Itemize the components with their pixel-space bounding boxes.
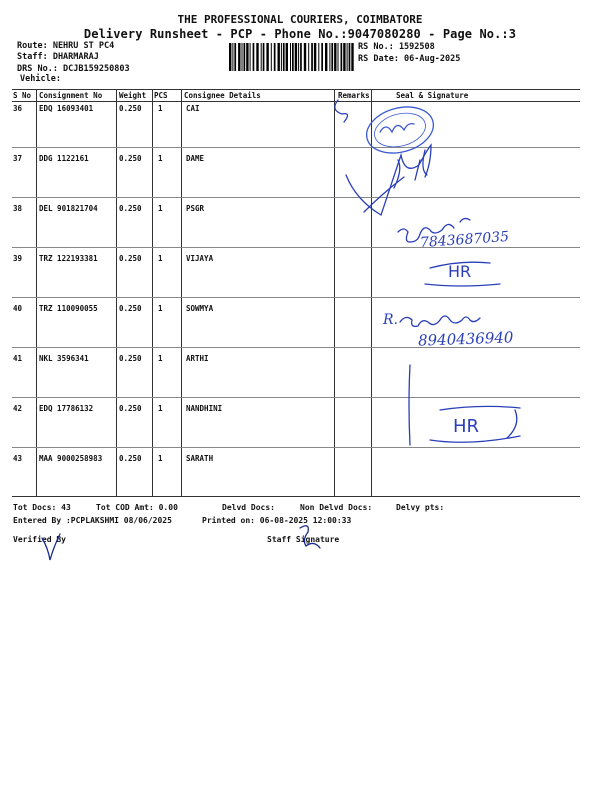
row-consignee: CAI bbox=[186, 104, 200, 113]
drs-number: DRS No.: DCJB159250803 bbox=[17, 64, 130, 74]
printed-on: Printed on: 06-08-2025 12:00:33 bbox=[202, 516, 352, 525]
row-consignee: SARATH bbox=[186, 454, 214, 463]
row-weight: 0.250 bbox=[119, 154, 142, 163]
row-divider bbox=[12, 197, 580, 198]
col-header-consignee: Consignee Details bbox=[184, 91, 261, 100]
row-consignee: PSGR bbox=[186, 204, 205, 213]
row-consignment-no: MAA 9000258983 bbox=[39, 454, 103, 463]
handwritten-initials: HR bbox=[448, 262, 472, 281]
row-divider bbox=[12, 247, 580, 248]
barcode-icon bbox=[229, 43, 354, 71]
row-sno: 38 bbox=[13, 204, 23, 213]
row-consignee: DAME bbox=[186, 154, 205, 163]
staff-signature-label: Staff Signature bbox=[267, 535, 340, 544]
col-divider bbox=[334, 89, 335, 496]
col-header-seal: Seal & Signature bbox=[396, 91, 469, 100]
row-consignment-no: NKL 3596341 bbox=[39, 354, 89, 363]
row-pcs: 1 bbox=[158, 304, 163, 313]
row-sno: 36 bbox=[13, 104, 23, 113]
row-sno: 42 bbox=[13, 404, 23, 413]
row-sno: 43 bbox=[13, 454, 23, 463]
handwritten-phone-1: 7843687035 bbox=[419, 228, 510, 252]
row-weight: 0.250 bbox=[119, 254, 142, 263]
delivery-points: Delvy pts: bbox=[396, 503, 445, 512]
row-divider bbox=[12, 147, 580, 148]
row-pcs: 1 bbox=[158, 354, 163, 363]
row-divider bbox=[12, 397, 580, 398]
row-divider bbox=[12, 447, 580, 448]
handwritten-phone-2: 8940436940 bbox=[417, 328, 514, 350]
total-docs: Tot Docs: 43 bbox=[13, 503, 71, 512]
vehicle-label: Vehicle: bbox=[20, 74, 61, 84]
row-sno: 40 bbox=[13, 304, 23, 313]
row-divider bbox=[12, 297, 580, 298]
row-pcs: 1 bbox=[158, 254, 163, 263]
row-consignment-no: DDG 1122161 bbox=[39, 154, 89, 163]
table-header-border bbox=[12, 101, 580, 102]
row-weight: 0.250 bbox=[119, 454, 142, 463]
row-weight: 0.250 bbox=[119, 404, 142, 413]
col-header-sno: S No bbox=[13, 91, 32, 100]
delivered-docs: Delvd Docs: bbox=[222, 503, 275, 512]
staff-label: Staff: DHARMARAJ bbox=[17, 52, 99, 62]
company-title: THE PROFESSIONAL COURIERS, COIMBATORE bbox=[177, 13, 423, 26]
row-pcs: 1 bbox=[158, 204, 163, 213]
col-divider bbox=[152, 89, 153, 496]
entered-by: Entered By :PCPLAKSHMI 08/06/2025 bbox=[13, 516, 172, 525]
col-header-pcs: PCS bbox=[154, 91, 168, 100]
col-divider bbox=[181, 89, 182, 496]
col-divider bbox=[371, 89, 372, 496]
row-weight: 0.250 bbox=[119, 304, 142, 313]
route-label: Route: NEHRU ST PC4 bbox=[17, 41, 115, 51]
runsheet-subtitle: Delivery Runsheet - PCP - Phone No.:9047080280 - Page No.:3 bbox=[83, 27, 517, 41]
row-pcs: 1 bbox=[158, 104, 163, 113]
row-consignment-no: TRZ 110090055 bbox=[39, 304, 98, 313]
handwritten-name-2: R. bbox=[383, 312, 398, 328]
row-consignment-no: DEL 901821704 bbox=[39, 204, 98, 213]
row-consignee: NANDHINI bbox=[186, 404, 223, 413]
non-delivered-docs: Non Delvd Docs: bbox=[300, 503, 373, 512]
row-consignee: VIJAYA bbox=[186, 254, 214, 263]
row-pcs: 1 bbox=[158, 154, 163, 163]
total-cod-amount: Tot COD Amt: 0.00 bbox=[96, 503, 178, 512]
col-header-consignment: Consignment No bbox=[39, 91, 103, 100]
table-bottom-border bbox=[12, 496, 580, 497]
col-divider bbox=[36, 89, 37, 496]
row-consignee: SOWMYA bbox=[186, 304, 214, 313]
verified-by: Verified By bbox=[13, 535, 66, 544]
row-consignment-no: EDQ 17786132 bbox=[39, 404, 94, 413]
row-weight: 0.250 bbox=[119, 354, 142, 363]
rs-number: RS No.: 1592508 bbox=[358, 42, 435, 52]
row-pcs: 1 bbox=[158, 404, 163, 413]
col-header-remarks: Remarks bbox=[338, 91, 370, 100]
table-top-border bbox=[12, 89, 580, 90]
row-sno: 37 bbox=[13, 154, 23, 163]
row-divider bbox=[12, 347, 580, 348]
col-header-weight: Weight bbox=[119, 91, 147, 100]
row-pcs: 1 bbox=[158, 454, 163, 463]
row-weight: 0.250 bbox=[119, 204, 142, 213]
row-weight: 0.250 bbox=[119, 104, 142, 113]
row-consignment-no: TRZ 122193381 bbox=[39, 254, 98, 263]
row-sno: 41 bbox=[13, 354, 23, 363]
row-sno: 39 bbox=[13, 254, 23, 263]
col-divider bbox=[116, 89, 117, 496]
row-consignment-no: EDQ 16093401 bbox=[39, 104, 94, 113]
rs-date: RS Date: 06-Aug-2025 bbox=[358, 54, 461, 64]
handwritten-initials: HR bbox=[453, 416, 480, 437]
row-consignee: ARTHI bbox=[186, 354, 209, 363]
